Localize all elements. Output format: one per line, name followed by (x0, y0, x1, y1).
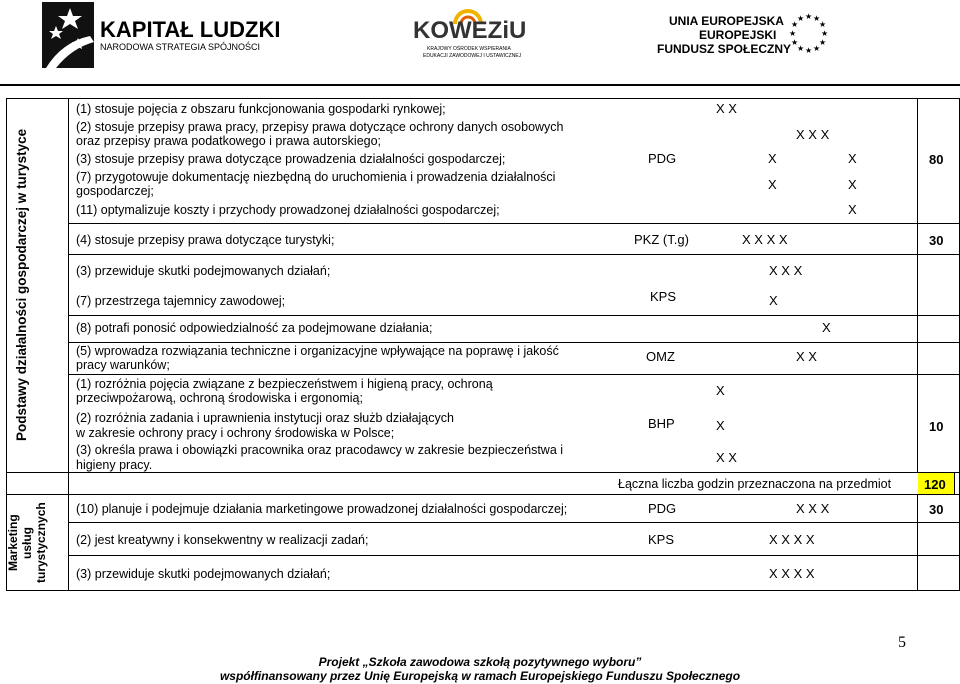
footer-line-2: współfinansowany przez Unię Europejską w ramach Europejskiego Funduszu Społecznego (219, 669, 741, 683)
kl-title: KAPITAŁ LUDZKI (100, 17, 281, 42)
outcome-text: (3) przewiduje skutki podejmowanych działań; (76, 567, 331, 581)
outcome-text: (3) określa prawa i obowiązki pracownika oraz pracodawcy w zakresie bezpieczeństwa i (76, 443, 564, 457)
outcome-marks: X X (716, 450, 737, 465)
outcome-marks: X (848, 202, 857, 217)
section-label-first: Podstawy działalności gospodarczej w turystyce (14, 128, 29, 442)
subject-code: OMZ (646, 349, 675, 364)
grid-line (68, 315, 960, 316)
grid-line (6, 590, 960, 591)
koweziu-subtitle-2: EDUKACJI ZAWODOWEJ I USTAWICZNEJ (423, 53, 522, 59)
outcome-text: (2) stosuje przepisy prawa pracy, przepisy prawa dotyczące ochrony danych osobowych (76, 120, 564, 134)
svg-text:★: ★ (813, 14, 821, 23)
grid-line (68, 374, 960, 375)
outcome-text: (5) wprowadza rozwiązania techniczne i organizacyjne wpływające na poprawę i jakość (76, 344, 559, 358)
hours-value: 30 (929, 233, 944, 248)
outcome-text: higieny pracy. (76, 458, 153, 472)
grid-line (6, 494, 960, 495)
outcome-text: (8) potrafi ponosić odpowiedzialność za podejmowane działania; (76, 321, 433, 335)
outcome-text: (2) jest kreatywny i konsekwentny w realizacji zadań; (76, 533, 369, 547)
outcome-text: (3) przewiduje skutki podejmowanych działań; (76, 264, 331, 278)
kl-subtitle: NARODOWA STRATEGIA SPÓJNOŚCI (100, 42, 261, 52)
outcome-text: (3) stosuje przepisy prawa dotyczące prowadzenia działalności gospodarczej; (76, 152, 506, 166)
outcome-marks: X (768, 177, 777, 192)
outcome-text: (2) rozróżnia zadania i uprawnienia instytucji oraz służb działających (76, 411, 454, 425)
svg-text:★: ★ (789, 29, 797, 38)
grid-line (68, 223, 960, 224)
outcome-marks: X X X (769, 263, 803, 278)
koweziu-title: KOWEZiU (413, 17, 527, 44)
eu-logo (655, 10, 855, 70)
grid-line (6, 472, 68, 473)
koweziu-logo (405, 4, 545, 74)
outcome-text: (7) przestrzega tajemnicy zawodowej; (76, 294, 286, 308)
svg-text:★: ★ (797, 44, 805, 53)
hours-value: 30 (929, 502, 944, 517)
outcome-marks: X (848, 177, 857, 192)
subject-code: PDG (648, 151, 677, 166)
outcome-text: oraz przepisy prawa podatkowego i prawa autorskiego; (76, 134, 382, 148)
svg-text:★: ★ (791, 20, 799, 29)
outcome-text: przeciwpożarową, ochroną środowiska i ergonomią; (76, 391, 363, 405)
outcome-marks: X X X (796, 501, 830, 516)
outcome-text: gospodarczej; (76, 184, 154, 198)
subject-code: KPS (648, 532, 675, 547)
grid-line (68, 555, 960, 556)
outcome-text: (10) planuje i podejmuje działania marketingowe prowadzonej działalności gospodarczej; (76, 502, 568, 516)
total-value: 120 (924, 477, 946, 492)
outcome-text: (4) stosuje przepisy prawa dotyczące turystyki; (76, 233, 335, 247)
subject-code: PDG (648, 501, 677, 516)
hours-value: 80 (929, 152, 944, 167)
svg-text:★: ★ (791, 38, 799, 47)
outcome-marks: X (768, 151, 777, 166)
outcome-marks: X X X (796, 127, 830, 142)
outcome-text: w zakresie ochrony pracy i ochrony środowiska w Polsce; (76, 426, 395, 440)
hours-value: 10 (929, 419, 944, 434)
total-label: Łączna liczba godzin przeznaczona na przedmiot (618, 477, 892, 491)
outcome-marks: X (822, 320, 831, 335)
kapital-ludzki-emblem-icon (42, 2, 94, 68)
eu-line-2: EUROPEJSKI (699, 28, 777, 42)
grid-line (917, 98, 918, 472)
eu-line-3: FUNDUSZ SPOŁECZNY (657, 42, 792, 56)
grid-line (68, 522, 960, 523)
outcome-marks: X (716, 383, 725, 398)
grid-line (6, 98, 960, 99)
grid-line (68, 472, 960, 473)
section-label-second: Marketing usług turystycznych (6, 502, 48, 584)
outcome-marks: X X (796, 349, 817, 364)
outcome-marks: X (716, 418, 725, 433)
grid-line (917, 494, 918, 590)
grid-line (954, 472, 955, 494)
svg-text:★: ★ (819, 20, 827, 29)
outcome-text: (1) stosuje pojęcia z obszaru funkcjonowania gospodarki rynkowej; (76, 102, 446, 116)
svg-text:★: ★ (805, 46, 813, 55)
outcome-marks: X X X X (769, 566, 815, 581)
svg-text:★: ★ (819, 38, 827, 47)
svg-text:★: ★ (821, 29, 829, 38)
eu-stars-flag-icon (783, 10, 833, 60)
svg-text:★: ★ (797, 14, 805, 23)
outcome-marks: X (848, 151, 857, 166)
page-number: 5 (898, 634, 906, 651)
subject-code: KPS (650, 289, 677, 304)
svg-text:★: ★ (805, 12, 813, 21)
eu-line-1: UNIA EUROPEJSKA (669, 14, 784, 28)
grid-line (68, 98, 69, 590)
subject-code: PKZ (T.g) (634, 232, 689, 247)
header-divider (0, 84, 960, 86)
grid-line (68, 254, 960, 255)
outcome-marks: X X X X (742, 232, 788, 247)
outcome-marks: X X X X (769, 532, 815, 547)
koweziu-subtitle-1: KRAJOWY OŚRODEK WSPIERANIA (427, 46, 511, 52)
footer-line-1: Projekt „Szkoła zawodowa szkołą pozytywnego wyboru” (318, 655, 642, 669)
outcome-text: (1) rozróżnia pojęcia związane z bezpieczeństwem i higieną pracy, ochroną (76, 377, 493, 391)
subject-code: BHP (648, 416, 675, 431)
outcome-text: (11) optymalizuje koszty i przychody prowadzonej działalności gospodarczej; (76, 203, 500, 217)
outcome-text: (7) przygotowuje dokumentację niezbędną do uruchomienia i prowadzenia działalności (76, 170, 556, 184)
outcome-text: pracy warunków; (76, 358, 170, 372)
outcome-marks: X X (716, 101, 737, 116)
outcome-marks: X (769, 293, 778, 308)
grid-line (68, 342, 960, 343)
kapital-ludzki-logo (40, 0, 281, 70)
svg-text:★: ★ (813, 44, 821, 53)
